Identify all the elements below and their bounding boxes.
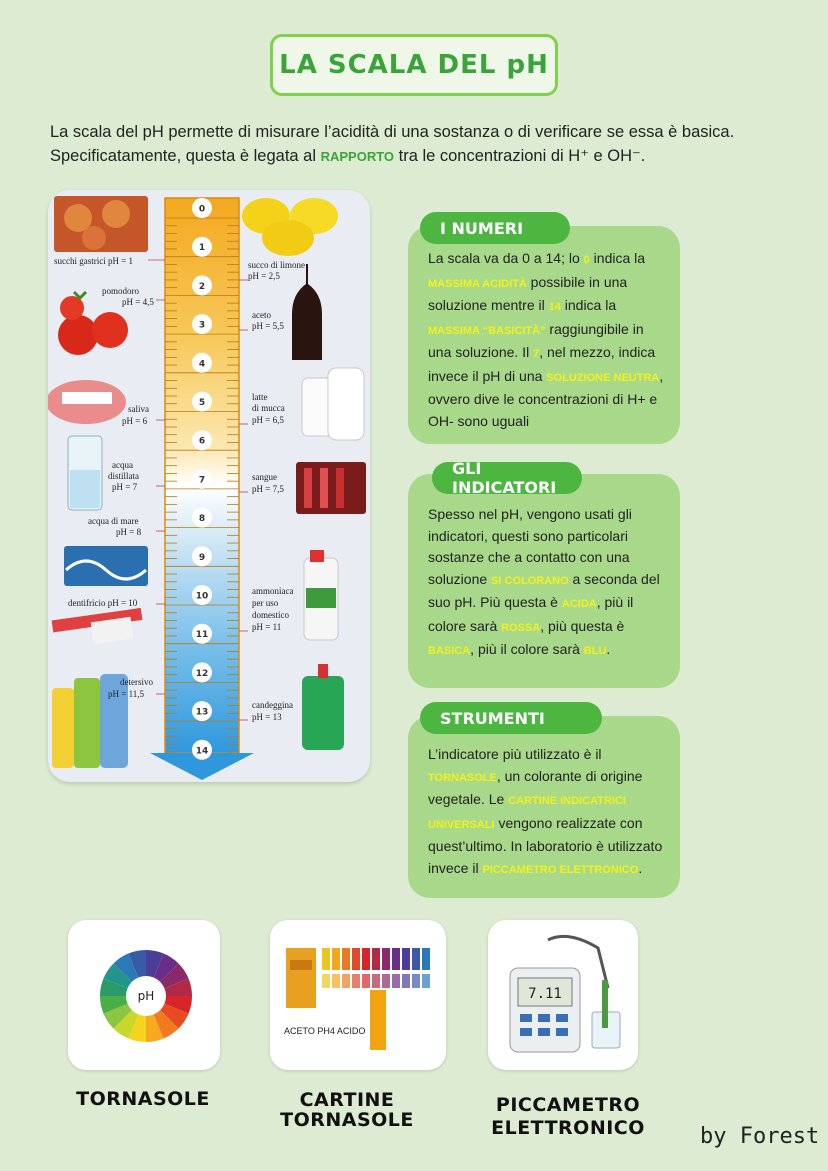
keyword: MASSIMA ACIDITÀ bbox=[428, 277, 527, 290]
strip-color bbox=[382, 948, 390, 970]
caption-piccametro-line1: PICCAMETRO bbox=[495, 1094, 641, 1116]
strip-color bbox=[392, 948, 400, 970]
signature: by Forest bbox=[700, 1124, 820, 1149]
left-label: saliva bbox=[128, 404, 149, 414]
ph-number-8: 8 bbox=[198, 514, 206, 525]
keyword: PICCAMETRO ELETTRONICO bbox=[482, 863, 639, 876]
strip-color bbox=[352, 948, 360, 970]
ph-scale-panel bbox=[48, 190, 370, 782]
card-text: possibile in una soluzione mentre il bbox=[428, 273, 628, 313]
keyword: 7 bbox=[533, 348, 540, 360]
intro-paragraph bbox=[50, 120, 790, 169]
card-numeri-text bbox=[428, 248, 664, 432]
keyword: 14 bbox=[548, 301, 561, 313]
ph-number-4: 4 bbox=[198, 359, 206, 370]
intro-text-2: tra le concentrazioni di H⁺ e OH⁻. bbox=[394, 147, 646, 165]
ph-number-12: 12 bbox=[195, 668, 209, 679]
keyword: CARTINE INDICATRICI UNIVERSALI bbox=[428, 795, 626, 831]
card-text: , più il colore sarà bbox=[470, 641, 584, 657]
card-text: . bbox=[638, 859, 643, 876]
caption-cartine bbox=[262, 1090, 432, 1130]
left-label: pH = 6 bbox=[122, 416, 148, 426]
caption-piccametro-line2: ELETTRONICO bbox=[491, 1117, 645, 1139]
strip-color bbox=[332, 974, 340, 988]
keyword: 0 bbox=[583, 254, 590, 266]
strip-color bbox=[402, 974, 410, 988]
left-label: dentifricio pH = 10 bbox=[68, 598, 138, 608]
keyword: SI COLORANO bbox=[491, 574, 569, 587]
strip-color bbox=[322, 974, 330, 988]
strip-color bbox=[372, 974, 380, 988]
card-text: indica la bbox=[560, 297, 617, 313]
left-label: detersivo bbox=[120, 677, 153, 687]
left-label: acqua di mare bbox=[88, 516, 139, 526]
keyword: MASSIMA “BASICITÀ” bbox=[428, 324, 546, 337]
strip-color bbox=[322, 948, 330, 970]
ph-scale-graphic bbox=[48, 190, 370, 782]
sea-photo bbox=[64, 546, 148, 586]
ph-number-7: 7 bbox=[198, 475, 206, 486]
strip-color bbox=[342, 974, 350, 988]
ph-number-6: 6 bbox=[198, 436, 206, 447]
left-label: distillata bbox=[108, 471, 139, 481]
strip-color bbox=[362, 974, 370, 988]
card-text: , nel mezzo, indica invece il pH di una bbox=[428, 344, 656, 384]
card-text: , più questa è bbox=[540, 617, 625, 634]
right-label: ammoniaca bbox=[252, 586, 294, 596]
strip-color bbox=[392, 974, 400, 988]
ph-number-1: 1 bbox=[198, 243, 206, 254]
right-label: aceto bbox=[252, 310, 271, 320]
strip-color bbox=[372, 948, 380, 970]
tomato-photo bbox=[58, 315, 98, 355]
ph-number-11: 11 bbox=[195, 630, 209, 641]
right-label: pH = 6,5 bbox=[252, 415, 284, 425]
card-text: , più il colore sarà bbox=[428, 594, 634, 634]
strip-color bbox=[362, 948, 370, 970]
card-text: vengono realizzate con quest’ultimo. In laboratorio è utilizzato invece il bbox=[428, 814, 663, 876]
right-label: candeggina bbox=[252, 700, 293, 710]
left-label: succhi gastrici pH = 1 bbox=[54, 256, 134, 266]
card-strumenti-text bbox=[428, 744, 664, 881]
ph-number-3: 3 bbox=[198, 320, 206, 331]
right-label: domestico bbox=[252, 610, 289, 620]
keyword: ACIDA bbox=[561, 598, 597, 610]
left-label: pH = 11,5 bbox=[108, 689, 144, 699]
card-numeri-title: I NUMERI bbox=[420, 212, 570, 244]
card-strumenti-title: STRUMENTI bbox=[420, 702, 602, 734]
left-label: pomodoro bbox=[102, 286, 139, 296]
litmus-wheel bbox=[68, 920, 220, 1070]
ph-number-2: 2 bbox=[198, 281, 206, 292]
right-label: latte bbox=[252, 392, 268, 402]
right-label: pH = 13 bbox=[252, 712, 282, 722]
strip-color bbox=[382, 974, 390, 988]
card-indicatori-text bbox=[428, 504, 664, 663]
piccametro-image bbox=[488, 920, 638, 1070]
right-label: sangue bbox=[252, 472, 277, 482]
right-label: succo di limone bbox=[248, 260, 305, 270]
right-label: di mucca bbox=[252, 403, 285, 413]
caption-tornasole: TORNASOLE bbox=[76, 1088, 210, 1110]
cartine-label: ACETO PH4 ACIDO bbox=[284, 1026, 366, 1036]
tornasole-image bbox=[68, 920, 220, 1070]
ph-number-9: 9 bbox=[198, 552, 206, 563]
ph-meter-display: 7.11 bbox=[528, 986, 562, 1002]
litmus-center-text: pH bbox=[137, 989, 155, 1003]
ph-number-10: 10 bbox=[195, 591, 209, 602]
left-label: pH = 7 bbox=[112, 482, 138, 492]
ph-number-14: 14 bbox=[195, 746, 209, 757]
page-title: LA SCALA DEL pH bbox=[279, 50, 549, 80]
caption-cartine-line1: CARTINE bbox=[299, 1089, 395, 1111]
intro-text-1: La scala del pH permette di misurare l’acidità di una sostanza o di verificare se essa è basica. Specificatamente, questa è legata al bbox=[50, 123, 735, 165]
left-label: acqua bbox=[112, 460, 133, 470]
strip-color bbox=[402, 948, 410, 970]
ph-number-13: 13 bbox=[195, 707, 209, 718]
card-text: L’indicatore più utilizzato è il bbox=[428, 746, 602, 762]
strip-color bbox=[352, 974, 360, 988]
page-title-box bbox=[270, 34, 558, 96]
card-text: La scala va da 0 a 14; lo bbox=[428, 250, 584, 266]
caption-piccametro bbox=[478, 1094, 658, 1140]
card-text: . bbox=[606, 641, 611, 657]
card-indicatori bbox=[408, 474, 680, 688]
card-numeri bbox=[408, 226, 680, 444]
ph-number-0: 0 bbox=[198, 204, 206, 215]
left-label: pH = 4,5 bbox=[122, 297, 154, 307]
right-label: per uso bbox=[252, 598, 279, 608]
keyword: TORNASOLE bbox=[428, 771, 497, 784]
detergent-photo bbox=[52, 688, 74, 768]
strip-color bbox=[412, 974, 420, 988]
card-indicatori-title: GLI INDICATORI bbox=[432, 462, 582, 494]
ph-number-5: 5 bbox=[198, 398, 206, 408]
right-label: pH = 11 bbox=[252, 622, 282, 632]
strip-color bbox=[422, 974, 430, 988]
card-text: , un colorante di origine vegetale. Le bbox=[428, 767, 643, 807]
keyword: ROSSA bbox=[501, 621, 541, 634]
card-text: a seconda del suo pH. Più questa è bbox=[428, 570, 660, 610]
strip-color bbox=[422, 948, 430, 970]
strip-color bbox=[332, 948, 340, 970]
bleach-photo bbox=[302, 676, 344, 750]
right-label: pH = 5,5 bbox=[252, 321, 284, 331]
caption-cartine-line2: TORNASOLE bbox=[280, 1109, 414, 1131]
left-label: pH = 8 bbox=[116, 527, 142, 537]
strip-color bbox=[342, 948, 350, 970]
keyword: BLU bbox=[583, 645, 607, 657]
right-label: pH = 2,5 bbox=[248, 271, 280, 281]
ph-meter bbox=[488, 920, 638, 1070]
right-label: pH = 7,5 bbox=[252, 484, 284, 494]
litmus-strips bbox=[270, 920, 446, 1070]
card-text: indica la bbox=[589, 250, 646, 266]
cartine-image bbox=[270, 920, 446, 1070]
intro-highlight: RAPPORTO bbox=[320, 149, 395, 164]
keyword: BASICA bbox=[428, 645, 471, 657]
card-text: Spesso nel pH, vengono usati gli indicatori, questi sono particolari sostanze che a contatto con una soluzione bbox=[428, 506, 632, 587]
card-text: , ovvero dive le concentrazioni di H+ e OH- sono uguali bbox=[428, 367, 664, 429]
vinegar-photo bbox=[292, 264, 322, 360]
strip-color bbox=[412, 948, 420, 970]
card-text: raggiungibile in una soluzione. Il bbox=[428, 320, 644, 360]
card-strumenti bbox=[408, 716, 680, 898]
keyword: SOLUZIONE NEUTRA bbox=[546, 371, 660, 384]
